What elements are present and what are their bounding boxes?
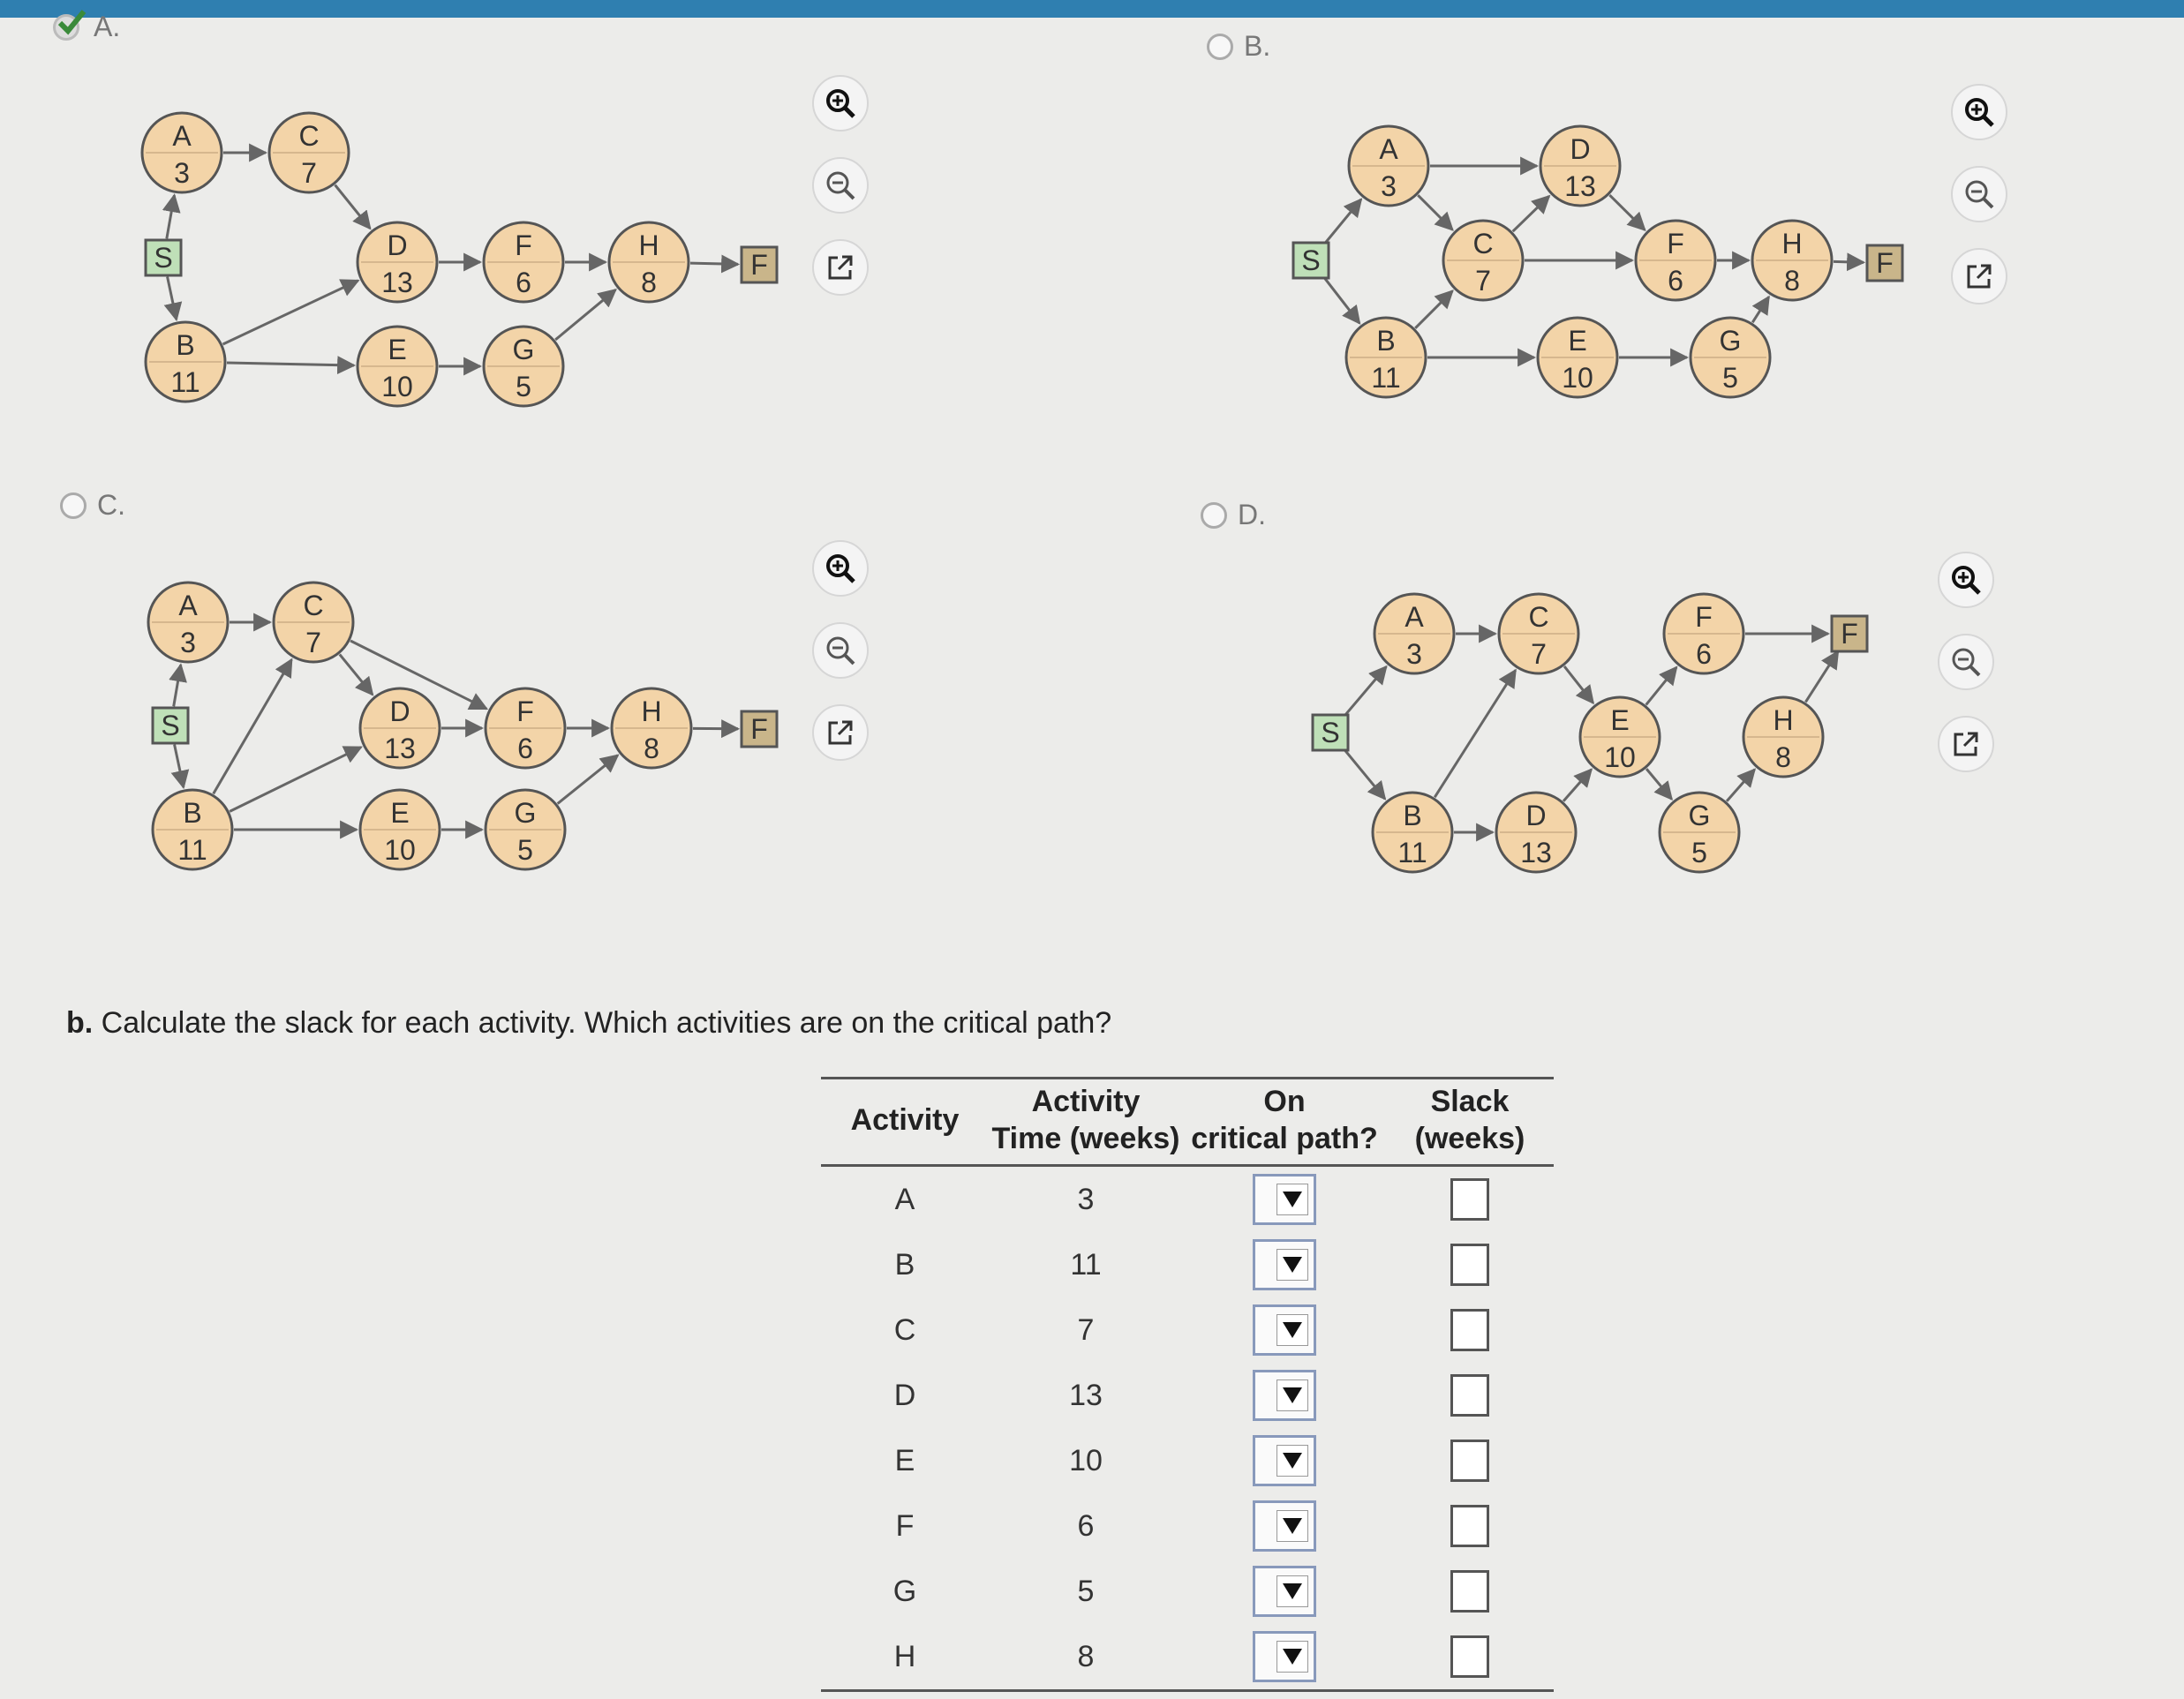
node-h	[1752, 221, 1832, 300]
node-h	[609, 222, 689, 302]
activity-cell: A	[894, 1182, 915, 1216]
node-g	[486, 790, 565, 869]
slack-cell	[1386, 1297, 1554, 1363]
node-label: C	[1472, 228, 1494, 259]
table-row	[821, 1559, 1554, 1624]
node-label: F	[1667, 228, 1684, 259]
node-fin	[1832, 616, 1867, 651]
node-label: D	[389, 695, 410, 727]
node-label: A	[178, 590, 198, 621]
node-time: 6	[517, 733, 533, 764]
edge-D-F	[1609, 195, 1645, 229]
slack-cell	[1386, 1428, 1554, 1493]
table-row	[821, 1232, 1554, 1297]
node-label: F	[1841, 618, 1858, 650]
node-fin	[1867, 245, 1902, 281]
zoom-out-icon[interactable]	[1951, 166, 2007, 222]
activity-cell: B	[894, 1247, 915, 1282]
edge-C-D	[340, 654, 373, 695]
slack-cell	[1386, 1559, 1554, 1624]
node-a	[148, 583, 228, 662]
slack-input[interactable]	[1450, 1309, 1489, 1351]
critical-path-dropdown[interactable]	[1253, 1631, 1316, 1682]
node-time: 8	[1775, 741, 1791, 773]
node-e	[1538, 318, 1617, 397]
node-time: 6	[1668, 265, 1683, 297]
critical-cell	[1183, 1493, 1386, 1559]
node-label: E	[388, 334, 407, 365]
node-label: A	[1379, 133, 1398, 165]
node-b	[1373, 793, 1452, 872]
network-option-d	[1313, 594, 1867, 872]
node-label: B	[176, 329, 195, 361]
node-label: F	[1876, 247, 1894, 279]
question-body: Calculate the slack for each activity. Which activities are on the critical path?	[101, 1006, 1112, 1040]
critical-path-dropdown[interactable]	[1253, 1435, 1316, 1486]
edge-A-C	[1418, 195, 1452, 229]
edge-H-Fin	[1834, 261, 1864, 262]
slack-cell	[1386, 1493, 1554, 1559]
node-time: 3	[180, 627, 196, 658]
node-label: H	[1773, 704, 1794, 736]
zoom-out-icon[interactable]	[812, 622, 869, 679]
node-label: C	[303, 590, 324, 621]
node-label: F	[750, 713, 768, 745]
critical-path-dropdown[interactable]	[1253, 1500, 1316, 1552]
node-g	[484, 327, 563, 406]
edge-D-E	[1563, 770, 1592, 801]
node-g	[1691, 318, 1770, 397]
edge-B-D	[230, 748, 361, 812]
node-label: F	[516, 695, 534, 727]
option-a-label: A.	[94, 11, 121, 42]
node-label: H	[638, 229, 659, 261]
node-time: 8	[641, 267, 657, 298]
node-label: D	[1570, 133, 1591, 165]
activity-cell: H	[893, 1639, 916, 1673]
slack-cell	[1386, 1624, 1554, 1691]
node-label: B	[1403, 800, 1422, 831]
network-option-b	[1293, 126, 1902, 397]
external-link-icon[interactable]	[1951, 248, 2007, 304]
node-label: B	[183, 797, 202, 829]
node-h	[1743, 697, 1823, 777]
node-time: 8	[1784, 265, 1800, 297]
node-label: A	[172, 120, 192, 152]
edge-G-H	[555, 289, 615, 340]
edge-E-G	[1646, 769, 1672, 799]
dropdown-arrow-icon	[1281, 1647, 1304, 1666]
node-label: F	[1695, 601, 1713, 633]
option-d-label: D.	[1238, 499, 1266, 530]
node-d	[1540, 126, 1620, 206]
zoom-in-icon[interactable]	[812, 540, 869, 597]
node-time: 11	[1371, 362, 1401, 394]
node-label: S	[1321, 717, 1340, 748]
edge-B-C	[1415, 291, 1452, 328]
node-f	[1664, 594, 1743, 673]
header-critical: On critical path?	[1191, 1085, 1378, 1155]
node-time: 10	[384, 834, 416, 866]
zoom-in-icon[interactable]	[1951, 84, 2007, 140]
external-link-icon[interactable]	[1938, 716, 1994, 772]
external-link-icon[interactable]	[812, 704, 869, 761]
zoom-in-icon[interactable]	[1938, 552, 1994, 608]
node-g	[1660, 793, 1739, 872]
node-s	[146, 240, 181, 275]
slack-input[interactable]	[1450, 1635, 1489, 1678]
node-time: 7	[301, 157, 317, 189]
header-time: Activity Time (weeks)	[991, 1085, 1180, 1155]
critical-path-dropdown[interactable]	[1253, 1174, 1316, 1225]
edge-E-F	[1646, 667, 1676, 704]
node-time: 3	[1406, 638, 1422, 670]
node-h	[612, 688, 691, 768]
node-label: A	[1405, 601, 1424, 633]
edge-B-D	[223, 281, 358, 344]
critical-cell	[1183, 1363, 1386, 1428]
node-d	[1496, 793, 1576, 872]
slack-input[interactable]	[1450, 1570, 1489, 1613]
node-time: 13	[381, 267, 413, 298]
slack-input[interactable]	[1450, 1244, 1489, 1286]
critical-cell	[1183, 1232, 1386, 1297]
node-time: 3	[174, 157, 190, 189]
node-time: 5	[516, 371, 531, 402]
slack-input[interactable]	[1450, 1374, 1489, 1417]
dropdown-arrow-icon	[1281, 1516, 1304, 1536]
header-activity: Activity	[850, 1103, 960, 1137]
activity-cell: E	[894, 1443, 915, 1477]
node-d	[360, 688, 440, 768]
edge-S-B	[175, 745, 184, 788]
node-time: 5	[1691, 837, 1707, 868]
node-a	[1349, 126, 1428, 206]
dropdown-arrow-icon	[1281, 1255, 1304, 1274]
edge-S-B	[1322, 275, 1359, 323]
node-label: D	[387, 229, 408, 261]
node-time: 13	[1520, 837, 1552, 868]
header-slack: Slack (weeks)	[1414, 1085, 1525, 1155]
critical-path-dropdown[interactable]	[1253, 1370, 1316, 1421]
node-fin	[742, 711, 777, 747]
node-label: S	[161, 710, 180, 741]
critical-path-dropdown[interactable]	[1253, 1304, 1316, 1356]
node-time: 7	[305, 627, 321, 658]
dropdown-arrow-icon	[1281, 1582, 1304, 1601]
node-label: B	[1376, 325, 1396, 357]
table-row	[821, 1428, 1554, 1493]
time-cell: 5	[1077, 1574, 1095, 1608]
activity-cell: F	[895, 1508, 915, 1543]
node-label: S	[1301, 244, 1321, 276]
zoom-out-icon[interactable]	[812, 157, 869, 214]
node-f	[486, 688, 565, 768]
edge-S-A	[167, 195, 175, 238]
edge-S-A	[174, 665, 181, 706]
node-time: 5	[517, 834, 533, 866]
time-cell: 8	[1077, 1639, 1095, 1673]
node-label: G	[1719, 325, 1742, 357]
time-cell: 13	[1069, 1378, 1103, 1412]
node-label: F	[750, 249, 768, 281]
node-time: 13	[384, 733, 416, 764]
edge-H-Fin	[1805, 651, 1838, 702]
edge-G-H	[558, 756, 618, 804]
node-time: 10	[381, 371, 413, 402]
node-time: 13	[1564, 170, 1596, 202]
critical-cell	[1183, 1297, 1386, 1363]
activity-cell: G	[892, 1574, 917, 1608]
node-label: C	[1528, 601, 1549, 633]
dropdown-arrow-icon	[1281, 1386, 1304, 1405]
node-time: 5	[1722, 362, 1738, 394]
slack-table	[821, 1077, 1554, 1692]
node-time: 7	[1475, 265, 1491, 297]
node-c	[1443, 221, 1523, 300]
edge-S-A	[1343, 666, 1386, 718]
edge-H-Fin	[690, 263, 738, 264]
node-e	[1580, 697, 1660, 777]
node-c	[274, 583, 353, 662]
slack-cell	[1386, 1363, 1554, 1428]
node-label: E	[1610, 704, 1630, 736]
critical-path-dropdown[interactable]	[1253, 1239, 1316, 1290]
node-label: H	[641, 695, 662, 727]
slack-input[interactable]	[1450, 1178, 1489, 1221]
slack-input[interactable]	[1450, 1505, 1489, 1547]
option-c-label: C.	[97, 489, 125, 521]
node-time: 11	[170, 366, 200, 398]
activity-cell: C	[893, 1312, 916, 1347]
dropdown-arrow-icon	[1281, 1451, 1304, 1470]
node-time: 6	[516, 267, 531, 298]
node-time: 10	[1604, 741, 1636, 773]
node-label: G	[1688, 800, 1711, 831]
slack-cell	[1386, 1232, 1554, 1297]
critical-path-dropdown[interactable]	[1253, 1566, 1316, 1617]
network-option-c	[148, 583, 777, 869]
node-label: H	[1781, 228, 1803, 259]
zoom-in-icon[interactable]	[812, 75, 869, 132]
node-label: G	[512, 334, 535, 365]
node-label: F	[515, 229, 532, 261]
edge-C-D	[335, 185, 371, 229]
node-e	[358, 327, 437, 406]
node-time: 7	[1531, 638, 1547, 670]
question-text	[66, 1006, 1111, 1041]
external-link-icon[interactable]	[812, 239, 869, 296]
slack-input[interactable]	[1450, 1440, 1489, 1482]
edge-C-D	[1513, 196, 1549, 231]
edge-B-C	[214, 659, 292, 793]
node-fin	[742, 247, 777, 282]
node-label: G	[514, 797, 537, 829]
node-s	[1313, 715, 1348, 750]
time-cell: 6	[1077, 1508, 1095, 1543]
time-cell: 11	[1070, 1247, 1102, 1282]
edge-B-E	[227, 363, 354, 365]
zoom-out-icon[interactable]	[1938, 634, 1994, 690]
critical-cell	[1183, 1166, 1386, 1233]
node-b	[1346, 318, 1426, 397]
node-time: 10	[1562, 362, 1593, 394]
edge-G-H	[1752, 297, 1768, 322]
node-f	[1636, 221, 1715, 300]
node-label: C	[298, 120, 320, 152]
node-b	[153, 790, 232, 869]
node-f	[484, 222, 563, 302]
node-a	[142, 113, 222, 192]
edge-G-H	[1727, 770, 1755, 801]
table-row	[821, 1493, 1554, 1559]
question-label: b.	[66, 1006, 94, 1040]
edge-B-C	[1435, 670, 1516, 797]
node-time: 6	[1696, 638, 1712, 670]
table-row	[821, 1297, 1554, 1363]
critical-cell	[1183, 1624, 1386, 1691]
option-b-label: B.	[1244, 30, 1271, 62]
dropdown-arrow-icon	[1281, 1190, 1304, 1209]
dropdown-arrow-icon	[1281, 1320, 1304, 1340]
node-e	[360, 790, 440, 869]
node-time: 8	[644, 733, 659, 764]
time-cell: 7	[1077, 1312, 1095, 1347]
network-option-a	[142, 113, 777, 406]
node-label: E	[390, 797, 410, 829]
node-d	[358, 222, 437, 302]
time-cell: 3	[1077, 1182, 1095, 1216]
node-label: E	[1568, 325, 1587, 357]
table-header-row	[821, 1079, 1554, 1166]
node-time: 3	[1381, 170, 1397, 202]
edge-S-A	[1323, 199, 1361, 245]
edge-S-B	[168, 277, 177, 320]
node-a	[1374, 594, 1454, 673]
node-c	[269, 113, 349, 192]
node-s	[153, 708, 188, 743]
node-time: 11	[1397, 837, 1427, 868]
node-c	[1499, 594, 1578, 673]
table-row	[821, 1624, 1554, 1691]
node-label: S	[154, 242, 173, 274]
edge-C-E	[1564, 666, 1593, 703]
critical-cell	[1183, 1559, 1386, 1624]
node-b	[146, 322, 225, 402]
node-s	[1293, 243, 1329, 278]
table-row	[821, 1166, 1554, 1233]
activity-cell: D	[893, 1378, 916, 1412]
slack-cell	[1386, 1166, 1554, 1233]
table-row	[821, 1363, 1554, 1428]
node-time: 11	[177, 834, 207, 866]
time-cell: 10	[1069, 1443, 1103, 1477]
node-label: D	[1525, 800, 1547, 831]
critical-cell	[1183, 1428, 1386, 1493]
edge-S-B	[1343, 748, 1385, 799]
